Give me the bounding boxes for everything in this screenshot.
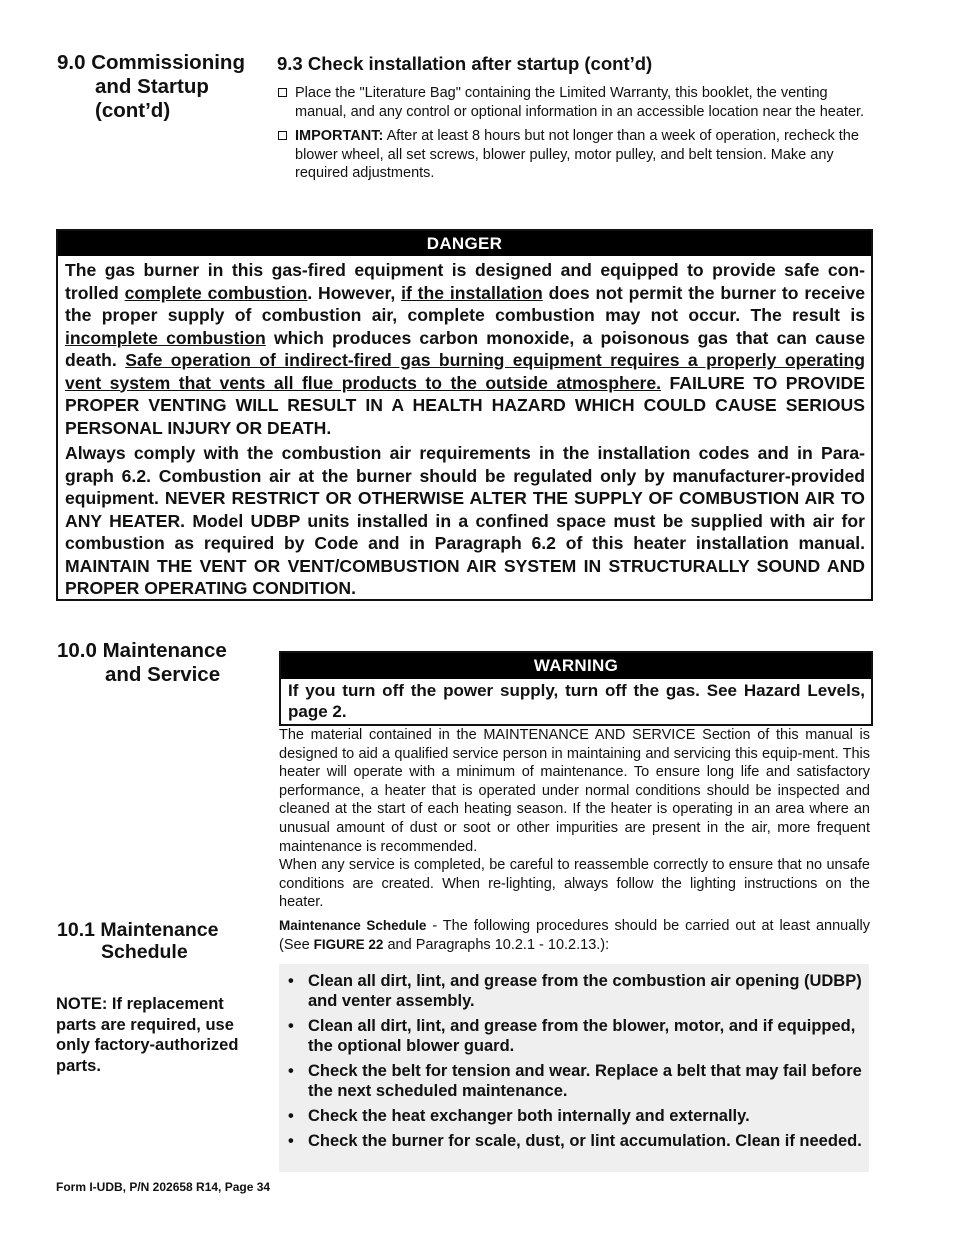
section-9-title-line1: Commissioning: [91, 51, 245, 74]
maintenance-schedule-intro: [279, 917, 870, 954]
maintenance-schedule-text: - The following procedures should be carried out at least annually (See: [279, 918, 870, 953]
list-item-text: Clean all dirt, lint, and grease from the blower, motor, and if equipped, the optional blower guard.: [308, 1016, 856, 1055]
figure-reference: FIGURE 22: [313, 936, 384, 952]
important-label: IMPORTANT:: [295, 128, 384, 145]
checklist-item-text: After at least 8 hours but not longer than a week of operation, recheck the blower wheel, all set screws, blower pulley, motor pulley, and belt tension. Make any required adjustments.: [295, 128, 859, 182]
list-item-text: Clean all dirt, lint, and grease from the combustion air opening (UDBP) and venter assembly.: [308, 971, 862, 1010]
danger-text: The gas burner in this gas-fired equipment is designed and equipped to provide safe con-trolled: [65, 260, 865, 303]
checklist-item-literature-bag: [277, 84, 872, 121]
warning-box: [279, 651, 873, 726]
bullet-icon: •: [288, 971, 294, 990]
danger-text: does not permit the burner to receive the proper supply of combustion air, complete combustion may not occur. The result is: [65, 282, 866, 325]
checkbox-icon: [278, 88, 287, 97]
list-item: [285, 1016, 863, 1057]
danger-underlined-text: complete combustion: [124, 282, 308, 303]
danger-underlined-text: incomplete combustion: [65, 327, 266, 348]
maintenance-schedule-label: Maintenance Schedule: [279, 918, 427, 933]
danger-text: which produces carbon monoxide, a poisonous gas that can cause death.: [65, 327, 865, 370]
bullet-icon: •: [288, 1131, 294, 1150]
checkbox-icon: [278, 131, 287, 140]
danger-heading: DANGER: [58, 231, 871, 256]
section-10-title-line2: and Service: [105, 663, 221, 686]
section-10-title-line1: Maintenance: [102, 639, 227, 662]
section-10-1-title-line2: Schedule: [101, 941, 188, 963]
checklist-item-text: Place the "Literature Bag" containing the Limited Warranty, this booklet, the venting manual, and any control or optional information in an accessible location near the heater.: [295, 85, 865, 120]
list-item: [285, 971, 863, 1012]
list-item-text: Check the burner for scale, dust, or lint accumulation. Clean if needed.: [308, 1131, 862, 1150]
list-item-text: Check the heat exchanger both internally and externally.: [308, 1106, 750, 1125]
list-item-text: Check the belt for tension and wear. Replace a belt that may fail before the next scheduled maintenance.: [308, 1061, 862, 1100]
danger-paragraph-1: [65, 259, 865, 439]
warning-heading: WARNING: [281, 653, 871, 679]
list-item: [285, 1061, 863, 1102]
danger-underlined-text: if the installation: [401, 282, 543, 303]
danger-body: [58, 256, 871, 607]
warning-text: If you turn off the power supply, turn off the gas. See Hazard Levels, page 2.: [288, 681, 865, 721]
section-10-number: 10.0: [57, 639, 97, 662]
section-9-3: [277, 53, 872, 189]
maintenance-paragraph-1: The material contained in the MAINTENANCE AND SERVICE Section of this manual is designed to aid a qualified service person in maintaining and servicing this equip-ment. This heater will operate with a minimum of maintenance. To ensure long life and satisfactory performance, a heater that is operated under normal conditions should be inspected and cleaned at the start of each heating season. If the heater is operating in an area where an unusual amount of dust or soot or other impurities are present in the air, more frequent maintenance is recommended.: [279, 727, 870, 855]
checklist-item-important: [277, 127, 872, 183]
maintenance-intro: [279, 726, 870, 912]
section-10-1-title-line1: Maintenance: [100, 919, 219, 941]
list-item: [285, 1131, 863, 1151]
section-9-title-line3: (cont’d): [95, 99, 171, 122]
bullet-icon: •: [288, 1016, 294, 1035]
danger-text: FAILURE TO PROVIDE PROPER VENTING WILL RESULT IN A HEALTH HAZARD WHICH COULD CAUSE SERIOUS PERSONAL INJURY OR DEATH.: [65, 372, 865, 438]
list-item: [285, 1106, 863, 1126]
section-9-title: [57, 51, 272, 123]
danger-paragraph-2: Always comply with the combustion air requirements in the installation codes and in Para-graph 6.2. Combustion air at the burner should be regulated only by manufacturer-provided equipment. NEVER RESTRICT OR OTHERWISE ALTER THE SUPPLY OF COMBUSTION AIR TO ANY HEATER. Model UDBP units installed in a confined space must be supplied with air for combustion as required by Code and in Paragraph 6.2 of this heater installation manual. MAINTAIN THE VENT OR VENT/COMBUSTION AIR SYSTEM IN STRUCTURALLY SOUND AND PROPER OPERATING CONDITION.: [65, 443, 865, 598]
danger-underlined-text: Safe operation of indirect-fired gas burning equipment requires a properly operating vent system that vents all flue products to the outside atmosphere.: [65, 350, 865, 393]
section-9-number: 9.0: [57, 51, 86, 74]
section-10-title: [57, 639, 272, 687]
danger-box: [56, 229, 873, 601]
danger-text: . However,: [307, 282, 402, 303]
section-10-1-number: 10.1: [57, 919, 95, 941]
bullet-icon: •: [288, 1061, 294, 1080]
bullet-icon: •: [288, 1106, 294, 1125]
maintenance-paragraph-2: When any service is completed, be careful to reassemble correctly to ensure that no unsafe conditions are created. When re-lighting, always follow the lighting instructions on the heater.: [279, 857, 870, 911]
maintenance-schedule-text: and Paragraphs 10.2.1 - 10.2.13.):: [383, 936, 610, 953]
section-9-title-line2: and Startup: [95, 75, 209, 98]
section-9-3-title: 9.3 Check installation after startup (cont’d): [277, 53, 653, 74]
replacement-parts-note: NOTE: If replacement parts are required, use only factory-authorized parts.: [56, 995, 239, 1075]
section-10-1-title: [57, 919, 272, 963]
page-footer: Form I-UDB, P/N 202658 R14, Page 34: [56, 1180, 271, 1194]
maintenance-checklist: [279, 964, 869, 1172]
